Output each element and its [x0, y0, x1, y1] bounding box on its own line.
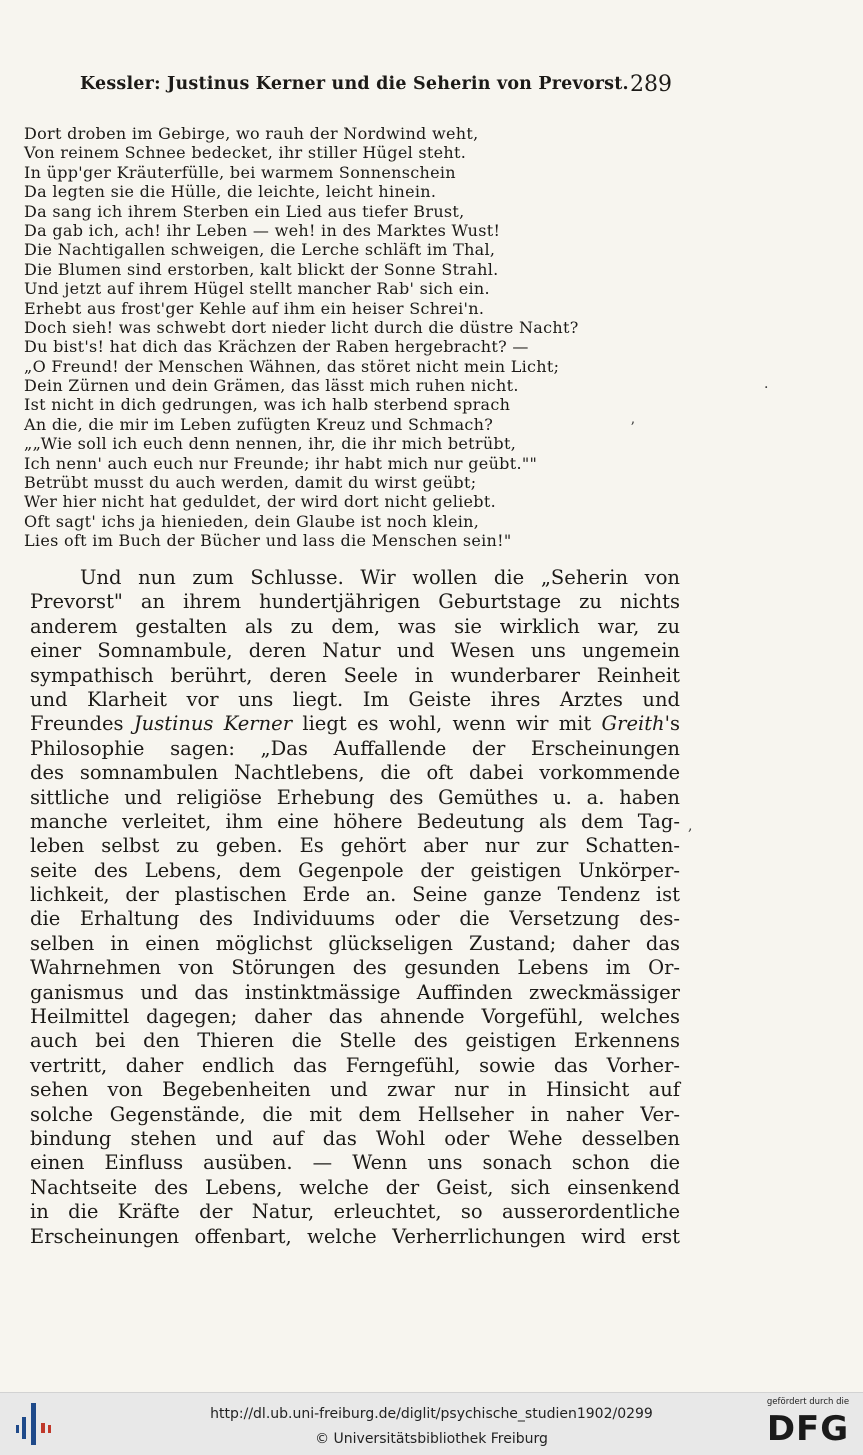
poem-line: Betrübt musst du auch werden, damit du wirst geübt;: [24, 473, 477, 493]
poem-line: „O Freund! der Menschen Wähnen, das störet nicht mein Licht;: [24, 356, 560, 376]
poem-line: Die Nachtigallen schweigen, die Lerche schläft im Thal,: [24, 240, 496, 260]
stray-mark: ,: [688, 818, 693, 834]
prose-line: manche verleitet, ihm eine höhere Bedeutung als dem Tag-: [30, 809, 680, 833]
prose-line: ganismus und das instinktmässige Auffinden zweckmässiger: [30, 980, 680, 1004]
poem: [24, 124, 684, 551]
prose-line: und Klarheit vor uns liegt. Im Geiste ihres Arztes und: [30, 687, 680, 711]
footer-copyright: © Universitätsbibliothek Freiburg: [315, 1431, 548, 1447]
stray-mark: ·: [764, 380, 769, 396]
prose-line: die Erhaltung des Individuums oder die Versetzung des-: [30, 907, 680, 931]
stray-mark: ʼ: [630, 420, 635, 436]
poem-line: Lies oft im Buch der Bücher und lass die Menschen sein!": [24, 531, 512, 551]
prose-line: auch bei den Thieren die Stelle des geistigen Erkennens: [30, 1029, 680, 1053]
prose-line: einen Einfluss ausüben. — Wenn uns sonach schon die: [30, 1151, 680, 1175]
prose-line: Und nun zum Schlusse. Wir wollen die „Seherin von: [80, 566, 680, 589]
poem-line: Die Blumen sind erstorben, kalt blickt der Sonne Strahl.: [24, 259, 499, 279]
poem-line: Und jetzt auf ihrem Hügel stellt mancher Rab' sich ein.: [24, 279, 490, 299]
dfg-badge: [758, 1397, 858, 1451]
poem-line: Dort droben im Gebirge, wo rauh der Nordwind weht,: [24, 124, 479, 143]
poem-line: Wer hier nicht hat geduldet, der wird dort nicht geliebt.: [24, 492, 496, 512]
poem-line: Du bist's! hat dich das Krächzen der Raben hergebracht? —: [24, 337, 529, 357]
dfg-logo: DFG: [766, 1409, 850, 1449]
dfg-caption: gefördert durch die: [766, 1397, 850, 1407]
poem-line: Doch sieh! was schwebt dort nieder licht durch die düstre Nacht?: [24, 317, 579, 337]
prose-line: sympathisch berührt, deren Seele in wunderbarer Reinheit: [30, 663, 680, 687]
poem-line: Ich nenn' auch euch nur Freunde; ihr habt mich nur geübt."": [24, 453, 538, 473]
poem-line: Von reinem Schnee bedecket, ihr stiller Hügel steht.: [24, 143, 467, 163]
footer-url-link[interactable]: http://dl.ub.uni-freiburg.de/diglit/psychische_studien1902/0299: [210, 1406, 653, 1422]
prose-line: Nachtseite des Lebens, welche der Geist, sich einsenkend: [30, 1175, 680, 1199]
poem-line: Da gab ich, ach! ihr Leben — weh! in des Marktes Wust!: [24, 220, 501, 240]
poem-line: „„Wie soll ich euch denn nennen, ihr, die ihr mich betrübt,: [24, 434, 517, 454]
prose-line: bindung stehen und auf das Wohl oder Wehe desselben: [30, 1126, 680, 1150]
prose-line: seite des Lebens, dem Gegenpole der geistigen Unkörper-: [30, 858, 680, 882]
poem-line: Oft sagt' ichs ja hienieden, dein Glaube ist noch klein,: [24, 511, 480, 531]
prose-line: in die Kräfte der Natur, erleuchtet, so ausserordentliche: [30, 1200, 680, 1224]
prose-line: Prevorst" an ihrem hundertjährigen Geburtstage zu nichts: [30, 590, 680, 614]
prose-line: sehen von Begebenheiten und zwar nur in Hinsicht auf: [30, 1078, 680, 1102]
prose-line: vertritt, daher endlich das Ferngefühl, sowie das Vorher-: [30, 1053, 680, 1077]
page-number: 289: [630, 72, 672, 97]
prose-line: lichkeit, der plastischen Erde an. Seine ganze Tendenz ist: [30, 883, 680, 907]
poem-line: Da sang ich ihrem Sterben ein Lied aus tiefer Brust,: [24, 201, 465, 221]
poem-line: Dein Zürnen und dein Grämen, das lässt mich ruhen nicht.: [24, 376, 519, 396]
prose-line: solche Gegenstände, die mit dem Hellseher in naher Ver-: [30, 1102, 680, 1126]
poem-line: Erhebt aus frost'ger Kehle auf ihm ein heiser Schrei'n.: [24, 298, 485, 318]
prose-body: [30, 566, 680, 1249]
prose-line: Heilmittel dagegen; daher das ahnende Vorgefühl, welches: [30, 1005, 680, 1029]
poem-line: Da legten sie die Hülle, die leichte, leicht hinein.: [24, 182, 437, 202]
prose-line: sittliche und religiöse Erhebung des Gemüthes u. a. haben: [30, 785, 680, 809]
prose-line: Philosophie sagen: „Das Auffallende der Erscheinungen: [30, 736, 680, 760]
prose-line: Wahrnehmen von Störungen des gesunden Lebens im Or-: [30, 956, 680, 980]
prose-line: anderem gestalten als zu dem, was sie wirklich war, zu: [30, 614, 680, 638]
poem-line: An die, die mir im Leben zufügten Kreuz und Schmach?: [24, 414, 494, 434]
prose-line: leben selbst zu geben. Es gehört aber nur zur Schatten-: [30, 834, 680, 858]
poem-line: Ist nicht in dich gedrungen, was ich halb sterbend sprach: [24, 395, 511, 415]
prose-line: Erscheinungen offenbart, welche Verherrlichungen wird erst: [30, 1224, 680, 1248]
footer-bar: [0, 1392, 863, 1455]
poem-line: In üpp'ger Kräuterfülle, bei warmem Sonnenschein: [24, 162, 456, 182]
prose-line: selben in einen möglichst glückseligen Zustand; daher das: [30, 931, 680, 955]
prose-line: Freundes Justinus Kerner liegt es wohl, wenn wir mit Greith's: [30, 712, 680, 736]
header-title: Kessler: Justinus Kerner und die Seherin von Prevorst.: [80, 74, 629, 94]
running-header: [0, 72, 863, 104]
prose-line: einer Somnambule, deren Natur und Wesen uns ungemein: [30, 639, 680, 663]
prose-line: des somnambulen Nachtlebens, die oft dabei vorkommende: [30, 761, 680, 785]
